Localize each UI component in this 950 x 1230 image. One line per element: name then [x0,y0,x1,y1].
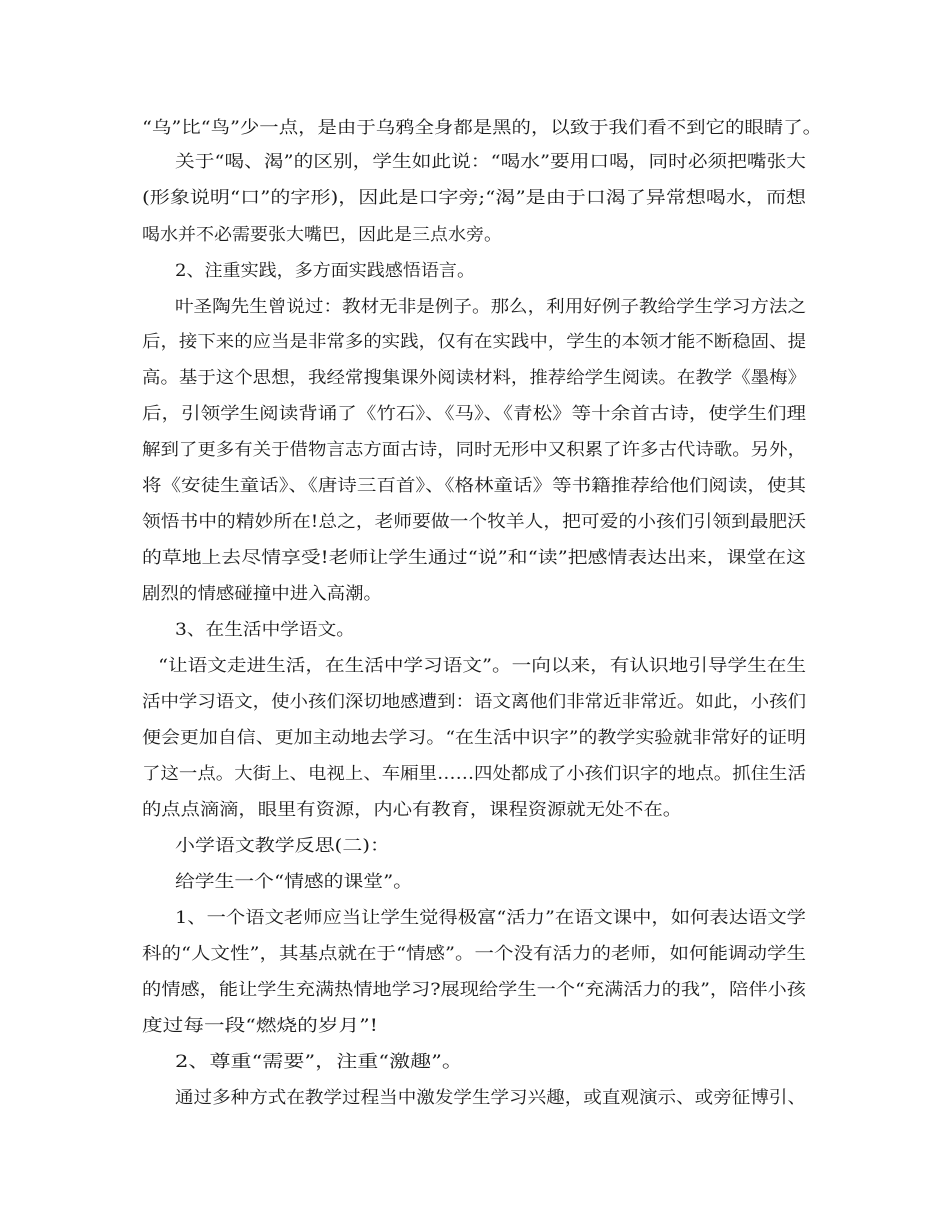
text-line [0,469,950,503]
line-text: 将《安徒生童话》、《唐诗三百首》、《格林童话》等书籍推荐给他们阅读，使其 [142,476,807,496]
line-text: 活中学习语文，使小孩们深切地感遭到：语文离他们非常近非常近。如此，小孩们 [142,692,807,712]
text-line [0,1009,950,1043]
line-text: 小学语文教学反思(二)： [175,836,391,856]
line-text: 1、一个语文老师应当让学生觉得极富“活力”在语文课中，如何表达语文学 [175,908,806,928]
line-text: 给学生一个“情感的课堂”。 [175,872,413,892]
line-text: 通过多种方式在教学过程当中激发学生学习兴趣，或直观演示、或旁征博引、 [175,1088,807,1108]
section-heading [0,254,950,288]
text-line [0,577,950,611]
line-text: 3、在生活中学语文。 [175,620,355,640]
line-text: 领悟书中的精妙所在!总之，老师要做一个牧羊人，把可爱的小孩们引领到最肥沃 [142,512,807,532]
line-text: 后，引领学生阅读背诵了《竹石》、《马》、《青松》等十余首古诗，使学生们理 [142,404,807,424]
text-line [0,541,950,575]
text-line [0,757,950,791]
line-text: (形象说明“口”的字形)，因此是口字旁;“渴”是由于口渴了异常想喝水，而想 [142,188,807,208]
line-text: 的点点滴滴，眼里有资源，内心有教育，课程资源就无处不在。 [142,800,683,820]
text-line [0,290,950,324]
section-heading [0,865,950,899]
text-line [0,325,950,359]
text-line [0,111,950,145]
line-text: “让语文走进生活，在生活中学习语文”。一向以来，有认识地引导学生在生 [158,656,807,676]
line-text: 喝水并不必需要张大嘴巴，因此是三点水旁。 [142,225,502,245]
text-line [0,901,950,935]
line-text: 了这一点。大街上、电视上、车厢里……四处都成了小孩们识字的地点。抓住生活 [142,764,807,784]
line-text: 2、注重实践，多方面实践感悟语言。 [175,261,475,281]
line-text: 剧烈的情感碰撞中进入高潮。 [142,584,383,604]
line-text: 关于“喝、渴”的区别，学生如此说：“喝水”要用口喝，同时必须把嘴张大 [175,152,807,172]
line-text: 便会更加自信、更加主动地去学习。“在生活中识字”的教学实验就非常好的证明 [142,728,806,748]
text-line [0,181,950,215]
text-line [0,218,950,252]
line-text: 高。基于这个思想，我经常搜集课外阅读材料，推荐给学生阅读。在教学《墨梅》 [142,368,807,388]
text-line [0,397,950,431]
line-text: 叶圣陶先生曾说过：教材无非是例子。那么，利用好例子教给学生学习方法之 [175,297,807,317]
text-line [0,433,950,467]
line-text: “乌”比“鸟”少一点，是由于乌鸦全身都是黑的，以致于我们看不到它的眼睛了。 [142,118,823,138]
section-heading [0,1045,950,1079]
section-heading [0,829,950,863]
text-line [0,793,950,827]
line-text: 2、尊重“需要”，注重“激趣”。 [175,1052,463,1072]
text-line [0,685,950,719]
text-line [0,505,950,539]
line-text: 解到了更多有关于借物言志方面古诗，同时无形中又积累了许多古代诗歌。另外， [142,440,807,460]
line-text: 的情感，能让学生充满热情地学习?展现给学生一个“充满活力的我”，陪伴小孩 [142,980,806,1000]
text-line [0,973,950,1007]
text-line [0,721,950,755]
text-line [0,1081,950,1115]
line-text: 的草地上去尽情享受!老师让学生通过“说”和“读”把感情表达出来，课堂在这 [142,548,807,568]
line-text: 科的“人文性”，其基点就在于“情感”。一个没有活力的老师，如何能调动学生 [142,944,807,964]
text-line [0,361,950,395]
line-text: 后，接下来的应当是非常多的实践，仅有在实践中，学生的本领才能不断稳固、提 [142,332,807,352]
line-text: 度过每一段“燃烧的岁月”! [142,1016,378,1036]
text-line [0,937,950,971]
section-heading [0,613,950,647]
text-line [0,145,950,179]
text-line [0,649,950,683]
